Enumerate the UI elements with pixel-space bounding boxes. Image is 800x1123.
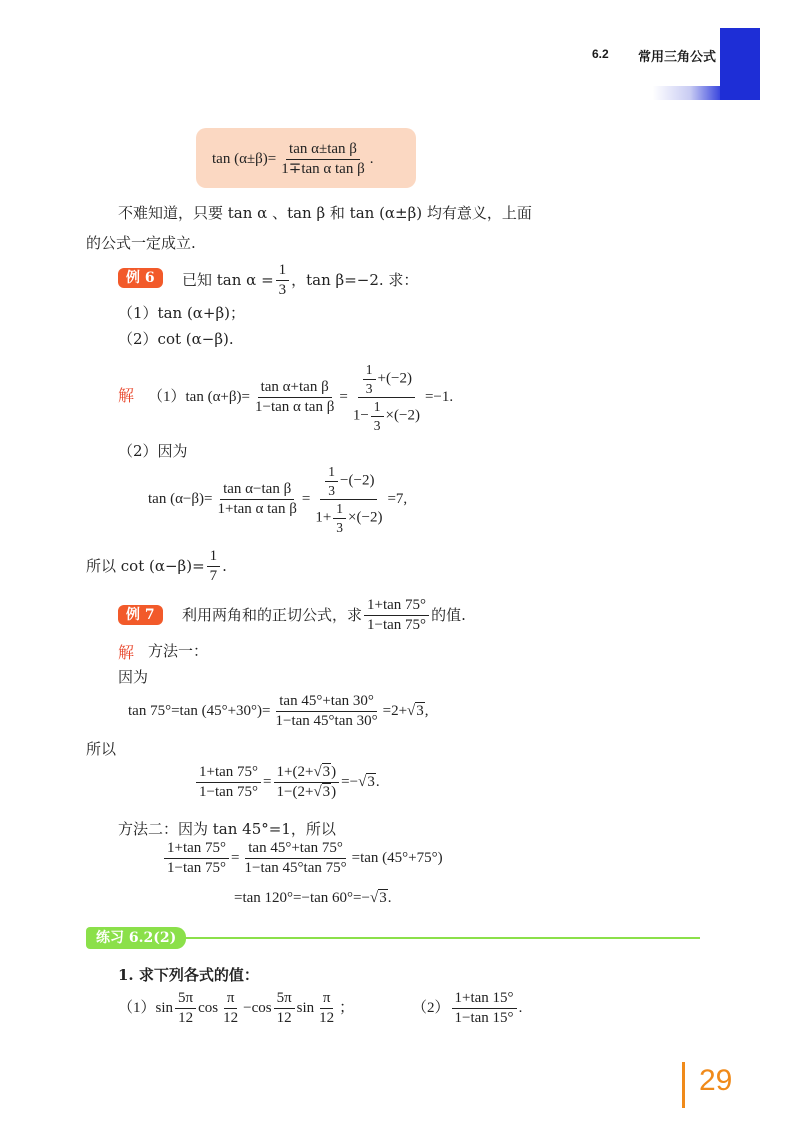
- page-number: 29: [699, 1064, 733, 1097]
- example-6-question-2: （2）cot (α−β).: [118, 330, 234, 348]
- tan75-expansion: tan 75°=tan (45°+30°)= $\frac{\tan 45^\circ+\tan 30^\circ}{1-\tan 45^\circ\tan 30^\circ}$ =2+√3,: [128, 693, 429, 730]
- so-label: 所以: [86, 740, 117, 758]
- method-1-label: 方法一：: [148, 642, 209, 660]
- solution-6-part-2-label: （2）因为: [118, 442, 188, 460]
- tan-sum-formula: tan (α±β)= $\frac{\text{tan α±tan β}}{\text{1∓tan α tan β}}$ .: [212, 141, 374, 178]
- section-title: 常用三角公式: [638, 49, 717, 64]
- method-2-expansion: $\frac{1+\tan 75^\circ}{1-\tan 75^\circ}$ = $\frac{\tan 45^\circ+\tan 75^\circ}{1-\tan 45^\circ\tan 75^\circ}$ =tan (45°+75°): [162, 840, 443, 878]
- paragraph-line-1: 不难知道，只要 tan α 、tan β 和 tan (α±β) 均有意义，上面: [118, 204, 532, 222]
- solution-7-label: 解: [118, 643, 135, 662]
- method-1-result: $\frac{1+\tan 75^\circ}{1-\tan 75^\circ}$ = $\frac{1+(2+√3)}{1-(2+√3)}$ =−√3.: [194, 764, 380, 802]
- exercise-part-2: （2） $\frac{1+\tan 15^\circ}{1-\tan 15^\circ}$ .: [412, 990, 523, 1027]
- example-7-tag: 例 7: [118, 605, 163, 625]
- example-7-statement: 利用两角和的正切公式，求 $\frac{1+\tan 75^\circ}{1-\tan 75^\circ}$ 的值.: [182, 597, 466, 634]
- example-6-statement: 已知 tan α = $\frac{1}{3}$ ，tan β=−2. 求：: [182, 262, 419, 299]
- exercise-question-1: 1. 求下列各式的值：: [118, 966, 259, 984]
- method-2-result: =tan 120°=−tan 60°=−√3.: [234, 890, 392, 906]
- page-number-rule: [682, 1062, 685, 1108]
- exercise-part-1: （1）sin $\frac{5\pi}{12}$ cos $\frac{\pi}{12}$ −cos $\frac{5\pi}{12}$ sin $\frac{\pi}{12}$ ；: [118, 990, 355, 1027]
- solution-6-part-2: tan (α−β)= $\frac{\text{tan α−tan β}}{\text{1+tan α tan β}}$ = $\frac{1}{3}$ −(−2) 1+ $\frac{1}{3}$ ×(−2) =7,: [148, 464, 408, 535]
- because-label: 因为: [118, 668, 149, 686]
- exercise-rule: [186, 937, 700, 939]
- solution-6-conclusion: 所以 cot (α−β)= $\frac{1}{7}$ .: [86, 548, 227, 585]
- paragraph-line-2: 的公式一定成立.: [86, 234, 196, 252]
- solution-6-part-1: （1）tan (α+β)= $\frac{\text{tan α+tan β}}{\text{1−tan α tan β}}$ = $\frac{1}{3}$ +(−2) 1− $\frac{1}{3}$ ×(−2) =−1.: [148, 362, 454, 433]
- exercise-heading: 练习 6.2(2): [86, 927, 186, 949]
- section-number: 6.2: [592, 47, 609, 61]
- example-6-question-1: （1）tan (α+β)；: [118, 304, 246, 322]
- method-2-label: 方法二：因为 tan 45°=1，所以: [118, 820, 336, 838]
- solution-6-label: 解: [118, 386, 135, 405]
- example-6-tag: 例 6: [118, 268, 163, 288]
